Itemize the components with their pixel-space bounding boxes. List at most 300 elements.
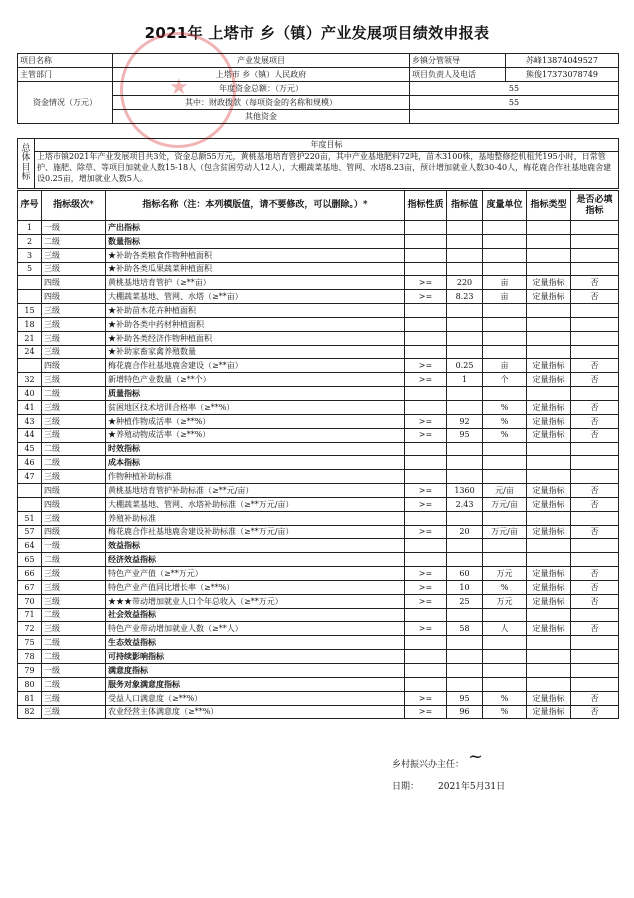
row-level: 三级 (42, 304, 106, 318)
row-seq: 79 (18, 664, 42, 678)
row-value: 1 (447, 373, 483, 387)
row-type (527, 345, 571, 359)
row-required: 否 (571, 567, 619, 581)
row-seq: 75 (18, 636, 42, 650)
handwritten-signature: ~ (468, 746, 484, 767)
row-nature (405, 234, 447, 248)
row-type (527, 331, 571, 345)
row-name: ★补助家畜家禽养殖数量 (106, 345, 405, 359)
row-unit: 万元/亩 (483, 497, 527, 511)
row-name: 受益人口满意度（≥**%） (106, 691, 405, 705)
row-type (527, 636, 571, 650)
finance-fund-label: 其中：财政拨款（每项资金的名称和规模） (113, 96, 410, 110)
row-nature: >= (405, 580, 447, 594)
row-seq: 80 (18, 677, 42, 691)
table-row (18, 636, 619, 650)
row-type: 定量指标 (527, 414, 571, 428)
row-unit (483, 317, 527, 331)
row-seq: 64 (18, 539, 42, 553)
row-name: 贫困地区技术培训合格率（≥**%） (106, 400, 405, 414)
row-type (527, 248, 571, 262)
table-row (18, 221, 619, 235)
table-row (18, 262, 619, 276)
row-name: 梅花鹿合作社基地鹿舍建设（≥**亩） (106, 359, 405, 373)
row-nature: >= (405, 484, 447, 498)
row-required (571, 608, 619, 622)
row-nature (405, 221, 447, 235)
row-type: 定量指标 (527, 594, 571, 608)
row-name: ★补助苗木花卉种植面积 (106, 304, 405, 318)
table-row (18, 580, 619, 594)
row-name: ★补助各类中药材种植面积 (106, 317, 405, 331)
row-unit (483, 331, 527, 345)
row-type: 定量指标 (527, 359, 571, 373)
row-type (527, 553, 571, 567)
row-required (571, 345, 619, 359)
row-required: 否 (571, 428, 619, 442)
row-level: 二级 (42, 553, 106, 567)
project-name-value: 产业发展项目 (113, 54, 410, 68)
owner-label: 项目负责人及电话 (410, 68, 506, 82)
row-required (571, 317, 619, 331)
table-row (18, 691, 619, 705)
row-name: 黄桃基地培育管护补助标准（≥**元/亩） (106, 484, 405, 498)
row-type (527, 650, 571, 664)
row-seq: 5 (18, 262, 42, 276)
row-value (447, 317, 483, 331)
row-value (447, 262, 483, 276)
row-value (447, 539, 483, 553)
row-value (447, 248, 483, 262)
row-unit: % (483, 428, 527, 442)
row-type (527, 608, 571, 622)
table-row (18, 428, 619, 442)
row-type: 定量指标 (527, 373, 571, 387)
table-row (18, 290, 619, 304)
row-unit (483, 387, 527, 401)
row-name: 特色产业产值（≥**万元） (106, 567, 405, 581)
row-name: 产出指标 (106, 221, 405, 235)
row-name: 成本指标 (106, 456, 405, 470)
other-fund-value (410, 110, 619, 124)
row-name: 农业经营主体满意度（≥**%） (106, 705, 405, 719)
row-unit: 元/亩 (483, 484, 527, 498)
row-name: 大棚蔬菜基地、管网、水塔补助标准（≥**万元/亩） (106, 497, 405, 511)
row-type (527, 442, 571, 456)
row-level: 三级 (42, 691, 106, 705)
row-unit: % (483, 400, 527, 414)
row-value: 95 (447, 691, 483, 705)
row-value: 8.23 (447, 290, 483, 304)
col-header-value: 指标值 (447, 191, 483, 221)
row-required: 否 (571, 705, 619, 719)
goal-text: 上塔市镇2021年产业发展项目共3处，资金总额55万元，黄桃基地培育管护220亩，其中产业基地肥料72吨，苗木3100株，基地整修挖机租凭195小时，日常管护、施肥、除草、等项目加就业人数15-18人（包含贫困劳动人12人），大棚蔬菜基地、管网、水塔8.23亩，预计增加就业人数30-40人，梅花鹿合作社基地鹿舍建设0.25亩，增加就业人数5人。 (35, 152, 619, 189)
row-type (527, 387, 571, 401)
row-required: 否 (571, 414, 619, 428)
row-seq: 51 (18, 511, 42, 525)
row-value: 2.43 (447, 497, 483, 511)
row-level: 三级 (42, 248, 106, 262)
table-row (18, 400, 619, 414)
row-nature (405, 442, 447, 456)
table-row (18, 304, 619, 318)
row-type (527, 511, 571, 525)
row-name: 生态效益指标 (106, 636, 405, 650)
table-row (18, 234, 619, 248)
row-unit: 万元 (483, 567, 527, 581)
row-type: 定量指标 (527, 567, 571, 581)
row-value (447, 608, 483, 622)
row-nature: >= (405, 691, 447, 705)
table-row (18, 511, 619, 525)
row-required (571, 221, 619, 235)
row-unit: 个 (483, 373, 527, 387)
row-value: 0.25 (447, 359, 483, 373)
row-required (571, 304, 619, 318)
col-header-name: 指标名称（注：本列模版值，请不要修改，可以删除。）* (106, 191, 405, 221)
row-level: 三级 (42, 414, 106, 428)
row-value (447, 234, 483, 248)
official-seal: ★ (120, 32, 236, 148)
row-seq: 71 (18, 608, 42, 622)
table-row (18, 331, 619, 345)
row-unit: 人 (483, 622, 527, 636)
row-required (571, 553, 619, 567)
row-nature (405, 608, 447, 622)
row-name: 特色产业带动增加就业人数（≥**人） (106, 622, 405, 636)
row-level: 二级 (42, 234, 106, 248)
row-seq: 57 (18, 525, 42, 539)
row-type: 定量指标 (527, 705, 571, 719)
row-seq: 40 (18, 387, 42, 401)
row-unit (483, 442, 527, 456)
row-type (527, 304, 571, 318)
goal-header: 年度目标 (35, 139, 619, 152)
row-required: 否 (571, 580, 619, 594)
row-seq: 1 (18, 221, 42, 235)
row-name: 梅花鹿合作社基地鹿舍建设补助标准（≥**万元/亩） (106, 525, 405, 539)
row-level: 二级 (42, 456, 106, 470)
table-row (18, 387, 619, 401)
row-name: ★养殖动物成活率（≥**%） (106, 428, 405, 442)
row-seq: 18 (18, 317, 42, 331)
row-value: 25 (447, 594, 483, 608)
row-nature: >= (405, 497, 447, 511)
row-unit (483, 221, 527, 235)
row-required (571, 234, 619, 248)
row-nature: >= (405, 373, 447, 387)
row-unit (483, 608, 527, 622)
row-unit (483, 470, 527, 484)
row-name: 作物种植补助标准 (106, 470, 405, 484)
row-type: 定量指标 (527, 400, 571, 414)
row-required: 否 (571, 276, 619, 290)
row-value (447, 304, 483, 318)
table-row (18, 553, 619, 567)
row-value: 95 (447, 428, 483, 442)
row-unit: % (483, 691, 527, 705)
row-type (527, 470, 571, 484)
row-nature (405, 400, 447, 414)
fund-label: 资金情况（万元） (18, 82, 113, 124)
table-row (18, 622, 619, 636)
row-seq: 47 (18, 470, 42, 484)
row-nature (405, 553, 447, 567)
table-row (18, 594, 619, 608)
row-type: 定量指标 (527, 428, 571, 442)
row-unit: 亩 (483, 276, 527, 290)
table-row (18, 414, 619, 428)
leader-label: 乡镇分管领导 (410, 54, 506, 68)
row-seq: 32 (18, 373, 42, 387)
project-name-label: 项目名称 (18, 54, 113, 68)
col-header-nature: 指标性质 (405, 191, 447, 221)
row-value: 92 (447, 414, 483, 428)
row-nature: >= (405, 525, 447, 539)
row-value (447, 387, 483, 401)
table-row (18, 276, 619, 290)
row-seq: 82 (18, 705, 42, 719)
row-nature (405, 511, 447, 525)
row-type (527, 317, 571, 331)
row-nature (405, 677, 447, 691)
row-seq: 70 (18, 594, 42, 608)
row-value: 60 (447, 567, 483, 581)
row-name: 可持续影响指标 (106, 650, 405, 664)
row-unit (483, 553, 527, 567)
row-nature: >= (405, 705, 447, 719)
row-required: 否 (571, 359, 619, 373)
row-value (447, 511, 483, 525)
project-info-table (17, 53, 619, 124)
row-level: 三级 (42, 705, 106, 719)
row-level: 四级 (42, 359, 106, 373)
row-required: 否 (571, 622, 619, 636)
row-nature (405, 387, 447, 401)
page-title: 2021年 上塔市 乡（镇）产业发展项目绩效申报表 (144, 24, 490, 42)
row-name: 特色产业产值同比增长率（≥**%） (106, 580, 405, 594)
row-nature (405, 304, 447, 318)
col-header-unit: 度量单位 (483, 191, 527, 221)
table-row (18, 664, 619, 678)
row-required (571, 262, 619, 276)
row-level: 二级 (42, 677, 106, 691)
row-level: 四级 (42, 525, 106, 539)
row-seq: 3 (18, 248, 42, 262)
row-level: 三级 (42, 511, 106, 525)
row-seq: 43 (18, 414, 42, 428)
row-value (447, 553, 483, 567)
annual-fund-label: 年度资金总额：（万元） (113, 82, 410, 96)
dept-value: 上塔市 乡（镇）人民政府 (113, 68, 410, 82)
row-unit: % (483, 414, 527, 428)
row-level: 二级 (42, 608, 106, 622)
row-name: 质量指标 (106, 387, 405, 401)
table-row (18, 442, 619, 456)
table-row (18, 650, 619, 664)
row-required (571, 636, 619, 650)
row-required: 否 (571, 594, 619, 608)
row-type: 定量指标 (527, 525, 571, 539)
row-nature (405, 317, 447, 331)
row-name: 大棚蔬菜基地、管网、水塔（≥**亩） (106, 290, 405, 304)
row-type: 定量指标 (527, 290, 571, 304)
row-name: 数量指标 (106, 234, 405, 248)
row-name: 社会效益指标 (106, 608, 405, 622)
row-nature (405, 636, 447, 650)
row-value: 1360 (447, 484, 483, 498)
signer-label: 乡村振兴办主任： (392, 760, 465, 770)
row-seq: 24 (18, 345, 42, 359)
table-row (18, 456, 619, 470)
row-unit: 亩 (483, 359, 527, 373)
row-required (571, 664, 619, 678)
row-nature (405, 539, 447, 553)
row-unit: 万元 (483, 594, 527, 608)
row-level: 四级 (42, 484, 106, 498)
row-seq: 81 (18, 691, 42, 705)
row-unit (483, 650, 527, 664)
row-nature (405, 650, 447, 664)
table-row (18, 373, 619, 387)
row-name: ★补助各类粮食作物种植面积 (106, 248, 405, 262)
row-nature (405, 470, 447, 484)
row-seq: 67 (18, 580, 42, 594)
leader-value: 苏峰13874049527 (506, 54, 619, 68)
row-type: 定量指标 (527, 580, 571, 594)
row-name: 效益指标 (106, 539, 405, 553)
row-required (571, 511, 619, 525)
row-type (527, 539, 571, 553)
table-row (18, 539, 619, 553)
row-value (447, 664, 483, 678)
row-seq (18, 276, 42, 290)
table-row (18, 497, 619, 511)
other-fund-label: 其他资金 (113, 110, 410, 124)
annual-fund-value: 55 (410, 82, 619, 96)
col-header-required: 是否必填指标 (571, 191, 619, 221)
row-unit (483, 664, 527, 678)
row-nature (405, 262, 447, 276)
row-required: 否 (571, 400, 619, 414)
row-seq: 44 (18, 428, 42, 442)
row-level: 二级 (42, 636, 106, 650)
indicator-table (17, 190, 619, 719)
table-row (18, 608, 619, 622)
row-type: 定量指标 (527, 497, 571, 511)
row-required (571, 387, 619, 401)
row-type: 定量指标 (527, 484, 571, 498)
goal-table (17, 138, 619, 189)
row-required: 否 (571, 525, 619, 539)
row-unit: % (483, 705, 527, 719)
row-required (571, 539, 619, 553)
row-value (447, 442, 483, 456)
row-seq (18, 359, 42, 373)
row-level: 三级 (42, 317, 106, 331)
row-value (447, 636, 483, 650)
row-required (571, 331, 619, 345)
row-level: 二级 (42, 387, 106, 401)
table-row (18, 525, 619, 539)
row-value (447, 456, 483, 470)
row-type (527, 221, 571, 235)
table-row (18, 677, 619, 691)
row-nature: >= (405, 359, 447, 373)
date-value: 2021年5月31日 (438, 782, 506, 792)
row-value: 96 (447, 705, 483, 719)
row-nature (405, 456, 447, 470)
row-seq: 46 (18, 456, 42, 470)
row-name: ★种植作物成活率（≥**%） (106, 414, 405, 428)
row-nature: >= (405, 622, 447, 636)
row-level: 三级 (42, 580, 106, 594)
row-seq: 72 (18, 622, 42, 636)
row-level: 三级 (42, 622, 106, 636)
row-required (571, 442, 619, 456)
row-nature (405, 331, 447, 345)
row-type (527, 234, 571, 248)
row-level: 一级 (42, 664, 106, 678)
row-nature: >= (405, 428, 447, 442)
col-header-level: 指标级次* (42, 191, 106, 221)
row-required (571, 456, 619, 470)
row-value (447, 677, 483, 691)
row-unit (483, 345, 527, 359)
table-row (18, 470, 619, 484)
row-nature: >= (405, 567, 447, 581)
row-level: 四级 (42, 290, 106, 304)
row-seq: 45 (18, 442, 42, 456)
row-unit (483, 234, 527, 248)
row-level: 四级 (42, 276, 106, 290)
row-unit (483, 511, 527, 525)
finance-fund-value: 55 (410, 96, 619, 110)
row-level: 三级 (42, 400, 106, 414)
row-seq: 65 (18, 553, 42, 567)
row-required: 否 (571, 691, 619, 705)
row-level: 三级 (42, 567, 106, 581)
row-nature: >= (405, 290, 447, 304)
row-value (447, 331, 483, 345)
row-value (447, 470, 483, 484)
row-unit (483, 262, 527, 276)
row-name: 黄桃基地培育管护（≥**亩） (106, 276, 405, 290)
table-row (18, 567, 619, 581)
row-level: 一级 (42, 221, 106, 235)
row-seq: 2 (18, 234, 42, 248)
row-unit (483, 539, 527, 553)
goal-side-label: 总体目标 (18, 139, 35, 189)
row-unit (483, 636, 527, 650)
table-row (18, 248, 619, 262)
row-value (447, 221, 483, 235)
row-name: 经济效益指标 (106, 553, 405, 567)
table-row (18, 359, 619, 373)
row-name: 时效指标 (106, 442, 405, 456)
row-value (447, 400, 483, 414)
row-value: 58 (447, 622, 483, 636)
row-type: 定量指标 (527, 276, 571, 290)
table-row (18, 317, 619, 331)
row-unit: 万元/亩 (483, 525, 527, 539)
row-nature: >= (405, 414, 447, 428)
row-level: 一级 (42, 539, 106, 553)
row-name: ★补助各类经济作物种植面积 (106, 331, 405, 345)
row-name: ★补助各类瓜果蔬菜种植面积 (106, 262, 405, 276)
row-required (571, 470, 619, 484)
row-nature: >= (405, 594, 447, 608)
